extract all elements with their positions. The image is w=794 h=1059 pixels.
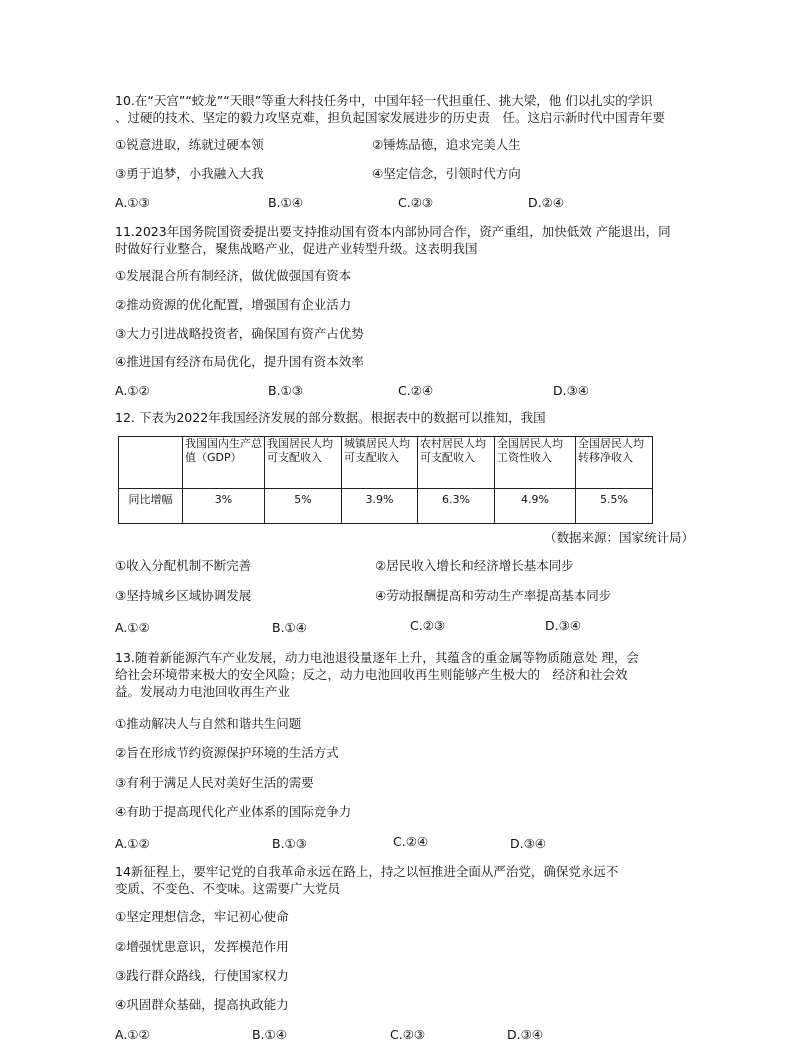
q12-answer-d: D.③④ [545,618,582,633]
q10-option-3: ③勇于追梦，小我融入大我 [115,166,264,181]
q12-option-4: ④劳动报酬提高和劳动生产率提高基本同步 [375,588,612,603]
q14-answer-a: A.①② [115,1027,150,1042]
q11-stem-line2: 时做好行业整合，聚焦战略产业，促进产业转型升级。这表明我国 [115,241,478,256]
table-cell-transfer: 5.5% [576,489,653,524]
q10-option-2: ②锤炼品德，追求完美人生 [372,137,521,152]
q14-option-4: ④巩固群众基础，提高执政能力 [115,997,289,1012]
q11-answer-b: B.①③ [268,383,303,398]
q10-answer-d: D.②④ [528,195,565,210]
q11-option-2: ②推动资源的优化配置，增强国有企业活力 [115,297,352,312]
q12-data-table [118,436,653,524]
q10-option-1: ①锐意进取，练就过硬本领 [115,137,264,152]
q11-stem-line1: 11.2023年国务院国资委提出要支持推动国有资本内部协同合作，资产重组，加快低效 产能退出，同 [115,224,671,239]
q10-answer-a: A.①③ [115,195,150,210]
q13-answer-a: A.①② [115,836,150,851]
q10-stem-line1: 10.在“天宫”“蛟龙”“天眼”等重大科技任务中，中国年轻一代担重任、挑大梁，他 们以扎实的学识 [115,93,653,108]
q10-stem-line2: 、过硬的技术、坚定的毅力攻坚克难，担负起国家发展进步的历史责 任。这启示新时代中国青年要 [115,110,666,125]
table-header-urban: 城镇居民人均可支配收入 [342,437,418,489]
q13-stem-line1: 13.随着新能源汽车产业发展，动力电池退役量逐年上升，其蕴含的重金属等物质随意处 理，会 [115,650,639,665]
q13-option-2: ②旨在形成节约资源保护环境的生活方式 [115,745,339,760]
q13-option-1: ①推动解决人与自然和谐共生问题 [115,716,302,731]
q14-option-1: ①坚定理想信念，牢记初心使命 [115,909,289,924]
q12-option-2: ②居民收入增长和经济增长基本同步 [375,558,574,573]
q12-answer-a: A.①② [115,620,150,635]
table-row [119,489,653,524]
table-header-transfer: 全国居民人均转移净收入 [576,437,653,489]
table-cell-urban: 3.9% [342,489,418,524]
q12-answer-b: B.①④ [272,620,307,635]
table-header-wage: 全国居民人均工资性收入 [495,437,576,489]
q11-option-4: ④推进国有经济布局优化，提升国有资本效率 [115,354,364,369]
q14-option-2: ②增强忧患意识，发挥模范作用 [115,939,289,954]
table-cell-gdp: 3% [183,489,265,524]
q14-option-3: ③践行群众路线，行使国家权力 [115,968,289,983]
q14-stem-line2: 变质、不变色、不变味。这需要广大党员 [115,881,341,896]
q12-answer-c: C.②③ [410,618,446,633]
q13-answer-b: B.①③ [272,836,307,851]
q11-option-3: ③大力引进战略投资者，确保国有资产占优势 [115,326,364,341]
q13-answer-d: D.③④ [510,836,547,851]
q12-stem-line1: 12. 下表为2022年我国经济发展的部分数据。根据表中的数据可以推知，我国 [115,410,546,425]
q11-option-1: ①发展混合所有制经济，做优做强国有资本 [115,268,352,283]
q10-option-4: ④坚定信念，引领时代方向 [372,166,521,181]
q13-answer-c: C.②④ [393,834,429,849]
table-header-gdp: 我国国内生产总值（GDP） [183,437,265,489]
q12-option-3: ③坚持城乡区域协调发展 [115,588,252,603]
q14-answer-b: B.①④ [252,1027,287,1042]
table-header-row [119,437,653,489]
q14-stem-line1: 14新征程上，要牢记党的自我革命永远在路上，持之以恒推进全面从严治党，确保党永远不 [115,864,619,879]
q11-answer-c: C.②④ [398,383,434,398]
q13-stem-line2: 给社会环境带来极大的安全风险；反之，动力电池回收再生则能够产生极大的 经济和社会效 [115,667,628,682]
q10-answer-b: B.①④ [268,195,303,210]
table-cell-rural: 6.3% [418,489,495,524]
q13-stem-line3: 益。发展动力电池回收再生产业 [115,684,291,699]
q14-answer-d: D.③④ [507,1027,544,1042]
q11-answer-d: D.③④ [553,383,590,398]
table-row-label: 同比增幅 [119,489,183,524]
table-cell-wage: 4.9% [495,489,576,524]
table-corner-cell [119,437,183,489]
q12-data-source: （数据来源：国家统计局） [543,530,694,545]
q11-answer-a: A.①② [115,383,150,398]
table-header-per-capita: 我国居民人均可支配收入 [265,437,342,489]
q13-option-3: ③有利于满足人民对美好生活的需要 [115,775,314,790]
q14-answer-c: C.②③ [390,1027,426,1042]
table-cell-per-capita: 5% [265,489,342,524]
q10-answer-c: C.②③ [398,195,434,210]
q13-option-4: ④有助于提高现代化产业体系的国际竞争力 [115,804,352,819]
table-header-rural: 农村居民人均可支配收入 [418,437,495,489]
q12-option-1: ①收入分配机制不断完善 [115,558,252,573]
